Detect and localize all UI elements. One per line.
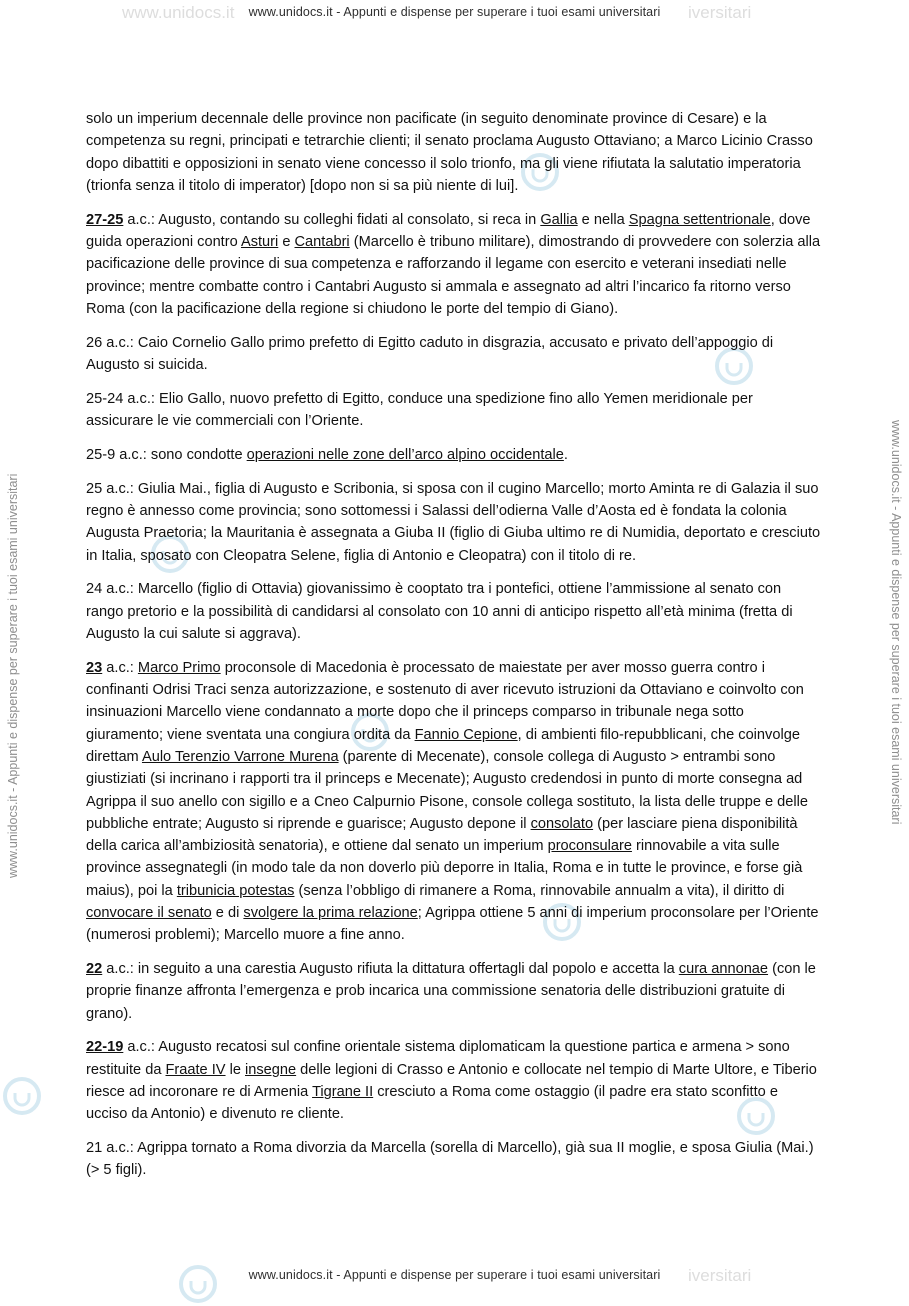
ghost-watermark-footer-right: iversitari [688, 1266, 752, 1285]
underlined-term: Marco Primo [137, 659, 221, 676]
underlined-term: 27-25 [86, 211, 124, 228]
text-run: e [278, 233, 295, 250]
underlined-term: Spagna settentrionale [628, 211, 771, 228]
underlined-term: 22-19 [86, 1039, 124, 1056]
watermark-logo-icon [176, 1262, 220, 1306]
text-run: cresciuto a Roma come ostaggio (il padre era stato sconfitto e ucciso da Antonio) e divenuto re cliente. [86, 1084, 778, 1123]
ghost-watermark-header-left: www.unidocs.it [122, 3, 235, 22]
underlined-term: insegne [245, 1061, 297, 1078]
text-run: . [563, 446, 568, 463]
underlined-term: Fannio Cepione [414, 726, 518, 743]
text-run: a.c.: in seguito a una carestia Augusto rifiuta la dittatura offertagli dal popolo e accetta la [102, 961, 679, 978]
text-run: a.c.: Augusto, contando su colleghi fidati al consolato, si reca in [123, 211, 541, 228]
text-run: a.c.: [102, 659, 138, 676]
side-watermark-left: www.unidocs.it - Appunti e dispense per superare i tuoi esami universitari [6, 473, 20, 878]
paragraph [86, 444, 821, 466]
paragraph [86, 578, 821, 645]
text-run: 26 a.c.: Caio Cornelio Gallo primo prefetto di Egitto caduto in disgrazia, accusato e privato dell’appoggio di Augusto si suicida. [86, 334, 774, 373]
document-body [86, 108, 821, 1193]
underlined-term: operazioni nelle zone dell’arco alpino occidentale [246, 446, 564, 463]
text-run: (parente di Mecenate), console collega di Augusto > entrambi sono giustiziati (si incrinano i rapporti tra il princeps e Mecenate); Augusto credendosi in punto di morte consegna ad Agrippa il suo anello con sigillo e a Cneo Calpurnio Pisone, console collega sostituto, la lista delle truppe e delle pubbliche entrate; Augusto si riprende e guarisce; Augusto depone il [86, 748, 809, 832]
paragraph [86, 108, 821, 197]
text-run: delle legioni di Crasso e Antonio e collocate nel tempio di Marte Ultore, e Tiberio riesce ad incoronare re di Armenia [86, 1061, 817, 1101]
paragraph [86, 1137, 821, 1182]
paragraph [86, 388, 821, 433]
paragraph [86, 657, 821, 947]
text-run: 25-9 a.c.: sono condotte [86, 446, 247, 463]
text-run: (con le proprie finanze affronta l’emergenza e prob incarica una commissione senatoria delle distribuzioni gratuite di grano). [86, 961, 816, 1022]
underlined-term: 22 [86, 961, 103, 978]
underlined-term: Tigrane II [312, 1084, 374, 1101]
paragraph [86, 478, 821, 567]
underlined-term: proconsulare [547, 838, 632, 855]
paragraph [86, 958, 821, 1025]
underlined-term: Gallia [540, 211, 578, 228]
underlined-term: Fraate IV [165, 1061, 226, 1078]
text-run: rinnovabile a vita sulle province assegnategli (in modo tale da non doverlo più deporre in Italia, Roma e in tutte le province, e forse già maius), poi la [86, 838, 803, 899]
paragraph [86, 1036, 821, 1125]
text-run: (Marcello è tribuno militare), dimostrando di provvedere con solerzia alla pacificazione delle province di sua competenza e rafforzando il legame con esercito e veterani insediati nelle province; mentre combatte contro i Cantabri Augusto si ammala e assegnato ad altri l’incarico fa ritorno verso Roma (con la pacificazione della regione si chiudono le porte del tempio di Giano). [86, 233, 821, 317]
underlined-term: tribunicia potestas [176, 882, 295, 899]
text-run: (senza l’obbligo di rimanere a Roma, rinnovabile annualm a vita), il diritto di [294, 882, 785, 899]
text-run: a.c.: Augusto recatosi sul confine orientale sistema diplomaticam la questione partica e armena > sono restituite da [86, 1039, 790, 1078]
text-run: 25-24 a.c.: Elio Gallo, nuovo prefetto di Egitto, conduce una spedizione fino allo Yemen meridionale per assicurare le vie commerciali con l’Oriente. [86, 390, 753, 430]
ghost-watermark-header-right: iversitari [688, 3, 752, 22]
paragraph [86, 332, 821, 377]
text-run: (per lasciare piena disponibilità della carica all’ambiziosità senatoria), e ottiene dal senato un imperium [86, 815, 798, 855]
underlined-term: Cantabri [294, 233, 350, 250]
text-run: e nella [577, 211, 629, 228]
text-run: 21 a.c.: Agrippa tornato a Roma divorzia da Marcella (sorella di Marcello), già sua II moglie, e sposa Giulia (Mai.) (> 5 figli). [86, 1140, 814, 1179]
underlined-term: cura annonae [678, 961, 769, 978]
paragraph [86, 209, 821, 320]
text-run: , di ambienti filo-repubblicani, che coinvolge direttam [86, 726, 800, 765]
text-run: proconsole di Macedonia è processato de maiestate per aver mosso guerra contro i confinanti Odrisi Traci senza autorizzazione, e sostenuto di aver ricevuto istruzioni da Ottaviano e coinvolto con insinuazioni Marcello viene condannato a morte dopo che il princeps comparso in tribunale nega sotto giuramento; viene sventata una congiura ordita da [86, 659, 804, 743]
text-run: ; Agrippa ottiene 5 anni di imperium proconsolare per l’Oriente (numerosi problemi); Marcello muore a fine anno. [86, 905, 819, 944]
underlined-term: convocare il senato [86, 905, 212, 921]
watermark-logo-icon [0, 1074, 44, 1118]
underlined-term: svolgere la prima relazione [243, 905, 418, 921]
text-run: solo un imperium decennale delle province non pacificate (in seguito denominate province di Cesare) e la competenza su regni, principati e tetrarchie clienti; il senato proclama Augusto Ottaviano; a Marco Licinio Crasso dopo dibattiti e opposizioni in senato viene concesso il solo trionfo, ma gli viene rifiutata la salutatio imperatoria (trionfa senza il titolo di imperator) [dopo non si sa più niente di lui]. [86, 111, 813, 194]
side-watermark-right: www.unidocs.it - Appunti e dispense per superare i tuoi esami universitari [889, 420, 903, 825]
underlined-term: 23 [86, 659, 103, 676]
underlined-term: Asturi [240, 233, 279, 250]
text-run: le [225, 1061, 245, 1078]
text-run: , dove guida operazioni contro [86, 211, 811, 250]
underlined-term: consolato [530, 815, 594, 832]
text-run: e di [211, 905, 244, 921]
header-watermark: www.unidocs.it - Appunti e dispense per superare i tuoi esami universitari [248, 5, 661, 19]
text-run: 25 a.c.: Giulia Mai., figlia di Augusto e Scribonia, si sposa con il cugino Marcello; morto Aminta re di Galazia il suo regno è annesso come provincia; sono sottomessi i Salassi dell’odierna Valle d’Aosta ed è fondata la colonia Augusta Praetoria; la Mauritania è assegnata a Giuba II (figlio di Giuba ultimo re di Numidia, deportato e cresciuto in Italia, sposato con Cleopatra Selene, figlia di Antonio e Cleopatra) con il titolo di re. [86, 480, 821, 564]
footer-watermark: www.unidocs.it - Appunti e dispense per superare i tuoi esami universitari [248, 1268, 661, 1282]
text-run: 24 a.c.: Marcello (figlio di Ottavia) giovanissimo è cooptato tra i pontefici, ottiene l’ammissione al senato con rango pretorio e la possibilità di candidarsi al consolato con 10 anni di anticipo rispetto all’età minima (fretta di Augusto la cui salute si aggrava). [86, 581, 793, 642]
underlined-term: Aulo Terenzio Varrone Murena [141, 748, 339, 765]
